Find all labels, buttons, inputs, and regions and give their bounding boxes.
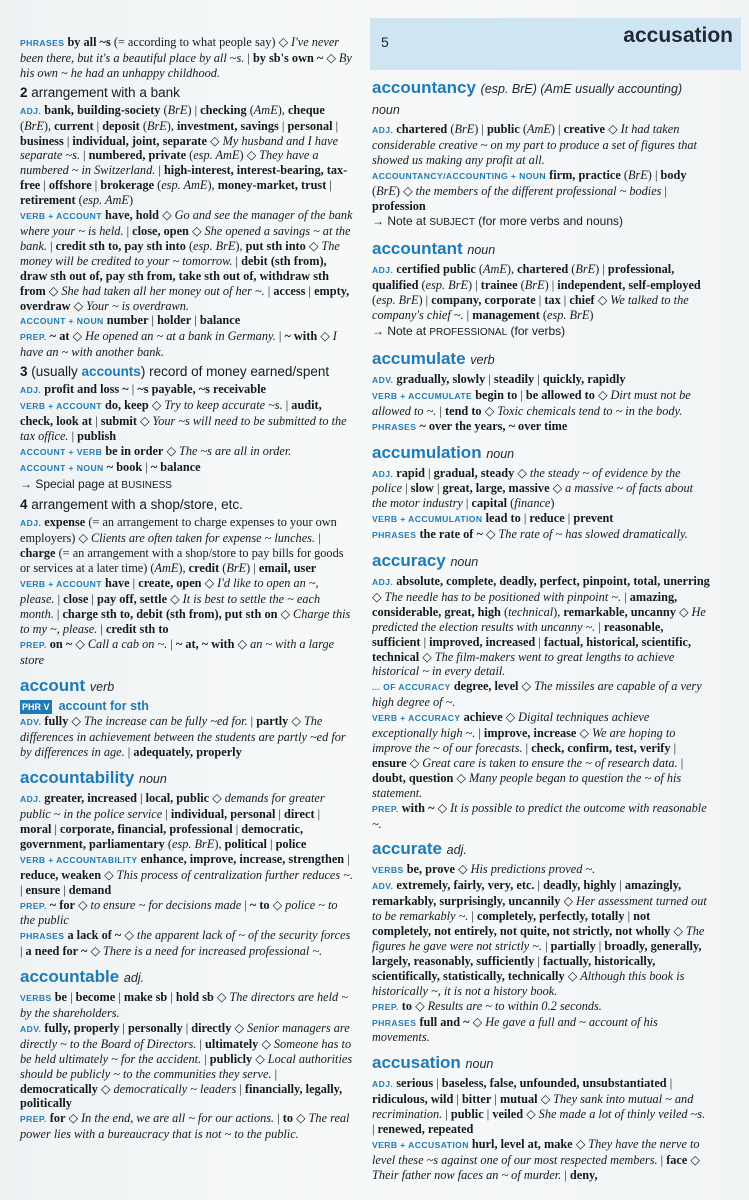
collocation-line: PHRASES by all ~s (= according to what people say) ◇ I've never been there, but it's a beautiful place by all ~s. | by sb's own ~ ◇ By his own ~ he had an unhappy childhood.: [20, 35, 352, 80]
collocation-line: PREP. ~ at ◇ He opened an ~ at a bank in Germany. | ~ with ◇ I have an ~ with another bank.: [20, 329, 337, 360]
collocation-line: ADJ. rapid | gradual, steady ◇ the steady ~ of evidence by the police | slow | great, large, massive ◇ a massive ~ of facts about the motor industry | capital (finance): [372, 465, 694, 511]
collocation-line: ACCOUNT + NOUN number | holder | balance: [20, 313, 241, 328]
headword-text: accountancy: [372, 78, 481, 97]
collocation-line: PHRASES full and ~ ◇ He gave a full and ~ account of his movements.: [372, 1014, 658, 1045]
left-column: [20, 35, 354, 1142]
headword-accountable: [20, 967, 354, 988]
headword-text: accumulate: [372, 348, 471, 368]
sense-heading: 4 arrangement with a shop/store, etc.: [20, 497, 243, 513]
collocation-line: ADJ. greater, increased | local, public ◇ demands for greater public ~ in the police service | individual, personal | direct | moral | corporate, financial, professional | democratic, government, parliamentary (esp. BrE), political | police: [20, 791, 325, 851]
collocation-line: ACCOUNT + VERB be in order ◇ The ~s are all in order.: [20, 443, 292, 458]
headword-text: account: [20, 675, 90, 695]
right-column: [372, 70, 710, 1183]
collocation-line: PREP. to ◇ Results are ~ to within 0.2 seconds.: [372, 998, 602, 1013]
headword-accumulation: [372, 443, 710, 464]
collocation-line: PHRASES the rate of ~ ◇ The rate of ~ has slowed dramatically.: [372, 527, 688, 542]
collocation-line: PREP. with ~ ◇ It is possible to predict the outcome with reasonable ~.: [372, 800, 707, 831]
cross-reference-note: → Note at SUBJECT (for more verbs and nouns): [372, 214, 623, 229]
headword-accountancy: [372, 78, 710, 120]
collocation-line: ADJ. absolute, complete, deadly, perfect, pinpoint, total, unerring ◇ The needle has to be positioned with pinpoint ~. | amazing, considerable, great, high (technical), remarkable, uncanny ◇ He predicted the election results with uncanny ~. | reasonable, sufficient | improved, increased | factual, historical, scientific, technical ◇ The film-makers went to great lengths to achieve historical ~ in every detail.: [372, 574, 710, 679]
collocation-line: ADJ. profit and loss ~ | ~s payable, ~s receivable: [20, 382, 267, 397]
collocation-line: VERBS be, prove ◇ His predictions proved ~.: [372, 862, 596, 877]
collocation-line: ADV. gradually, slowly | steadily | quickly, rapidly: [372, 371, 626, 386]
collocation-line: ADJ. bank, building-society (BrE) | checking (AmE), cheque (BrE), current | deposit (BrE), investment, savings | personal | business | individual, joint, separate ◇ My husband and I have separate ~s. | numbered, private (esp. AmE) ◇ They have a numbered ~ in Switzerland. | high-interest, interest-bearing, tax-free | offshore | brokerage (esp. AmE), money-market, trust | retirement (esp. AmE): [20, 102, 348, 208]
page-number: 5: [381, 34, 389, 50]
headword-text: accountable: [20, 967, 124, 987]
headword-accurate: [372, 839, 710, 860]
headword-text: accountant: [372, 239, 468, 259]
part-of-speech: noun: [139, 772, 167, 787]
collocation-line: VERB + ACCOUNT do, keep ◇ Try to keep accurate ~s. | audit, check, look at | submit ◇ Your ~s will need to be submitted to the tax office. | publish: [20, 398, 347, 443]
collocation-line: VERB + ACCOUNT have | create, open ◇ I'd like to open an ~, please. | close | pay off, settle ◇ It is best to settle the ~ each month. | charge sth to, debit (sth from), put sth on ◇ Charge this to my ~, please. | credit sth to: [20, 576, 351, 636]
headword-text: accumulation: [372, 442, 487, 462]
collocation-line: ACCOUNT + NOUN ~ book | ~ balance: [20, 459, 201, 474]
headword-accountability: [20, 768, 354, 789]
collocation-line: PHRASES a lack of ~ ◇ the apparent lack of ~ of the security forces | a need for ~ ◇ There is a need for increased professional ~.: [20, 928, 351, 959]
part-of-speech: noun: [467, 243, 496, 258]
headword-text: accusation: [372, 1053, 466, 1073]
headword-accumulate: [372, 349, 710, 370]
collocation-line: ADJ. expense (= an arrangement to charge expenses to your own employers) ◇ Clients are often taken for expense ~ lunches. | charge (= an arrangement with a shop/store to pay bills for goods or services at a later time) (AmE), credit (BrE) | email, user: [20, 515, 344, 576]
sense-heading: 2 arrangement with a bank: [20, 84, 180, 100]
collocation-line: PHRASES ~ over the years, ~ over time: [372, 418, 568, 433]
collocation-line: VERB + ACCOUNTABILITY enhance, improve, increase, strengthen | reduce, weaken ◇ This process of centralization further reduces ~. | ensure | demand: [20, 851, 353, 897]
headword-accusation: [372, 1053, 710, 1074]
part-of-speech: adj.: [123, 971, 145, 986]
headword-accuracy: [372, 551, 710, 572]
collocation-line: PREP. ~ for ◇ to ensure ~ for decisions made | ~ to ◇ police ~ to the public: [20, 897, 338, 928]
headword-accountant: [372, 239, 710, 260]
collocation-line: VERB + ACCUMULATION lead to | reduce | prevent: [372, 511, 614, 526]
cross-reference-note: → Note at PROFESSIONAL (for verbs): [372, 323, 566, 338]
cross-reference-note: → Special page at BUSINESS: [20, 476, 172, 491]
collocation-line: ACCOUNTANCY/ACCOUNTING + NOUN firm, practice (BrE) | body (BrE) ◇ the members of the different professional ~ bodies | profession: [372, 167, 687, 213]
collocation-line: VERBS be | become | make sb | hold sb ◇ The directors are held ~ by the shareholders.: [20, 990, 348, 1021]
collocation-line: ADJ. serious | baseless, false, unfounded, unsubstantiated | ridiculous, wild | bitter | mutual ◇ They sank into mutual ~ and recrimination. | public | veiled ◇ She made a lot of thinly veiled ~s. | renewed, repeated: [372, 1076, 706, 1137]
collocation-line: ADJ. chartered (BrE) | public (AmE) | creative ◇ It had taken considerable creative ~ on my part to produce a set of figures that showed us making any profit at all.: [372, 122, 697, 167]
phrasal-verb-heading: PHR V account for sth: [22, 698, 149, 713]
running-headword: accusation: [623, 24, 733, 47]
part-of-speech: noun: [450, 555, 479, 570]
collocation-line: ... OF ACCURACY degree, level ◇ The missiles are capable of a very high degree of ~.: [372, 679, 702, 710]
collocation-line: VERB + ACCUSATION hurl, level at, make ◇ They have the nerve to level these ~s against one of our most respected members. | face ◇ Their father now faces an ~ of murder. | deny,: [372, 1136, 700, 1182]
part-of-speech: (esp. BrE) (AmE usually accounting) noun: [372, 82, 683, 117]
collocation-line: ADV. extremely, fairly, very, etc. | deadly, highly | amazingly, remarkably, surprisingly, uncannily ◇ Her assessment turned out to be remarkably ~. | completely, perfectly, totally | not completely, not entirely, not quite, not strictly, not wholly ◇ The figures he gave were not strictly ~. | partially | broadly, generally, largely, reasonably, sufficiently | factually, historically, scientifically, statistically, technically ◇ Although this book is historically ~, it is not a history book.: [372, 878, 707, 998]
part-of-speech: noun: [465, 1057, 494, 1072]
headword-text: accountability: [20, 768, 140, 788]
part-of-speech: adj.: [446, 843, 467, 858]
headword-text: accurate: [372, 839, 447, 859]
collocation-line: ADJ. certified public (AmE), chartered (BrE) | professional, qualified (esp. BrE) | trainee (BrE) | independent, self-employed (esp. BrE) | company, corporate | tax | chief ◇ We talked to the company's chief ~. | management (esp. BrE): [372, 262, 701, 323]
headword-text: accuracy: [372, 551, 451, 571]
collocation-line: VERB + ACCUMULATE begin to | be allowed to ◇ Dirt must not be allowed to ~. | tend to ◇ Toxic chemicals tend to ~ in the body.: [372, 387, 691, 418]
part-of-speech: verb: [470, 352, 495, 367]
collocation-line: ADV. fully ◇ The increase can be fully ~ed for. | partly ◇ The differences in achievement between the students are partly ~ed for by differences in age. | adequately, properly: [20, 714, 346, 760]
collocation-line: VERB + ACCURACY achieve ◇ Digital techniques achieve exceptionally high ~. | improve, increase ◇ We are hoping to improve the ~ of our forecasts. | check, confirm, test, verify | ensure ◇ Great care is taken to ensure the ~ of research data. | doubt, question ◇ Many people began to question the ~ of his statement.: [372, 710, 684, 800]
collocation-line: ADV. fully, properly | personally | directly ◇ Senior managers are directly ~ to the Board of Directors. | ultimately ◇ Someone has to be held ultimately ~ for the accident. | publicly ◇ Local authorities should be publicly ~ to the communities they serve. | democratically ◇ democratically ~ leaders | financially, legally, politically: [20, 1020, 353, 1111]
collocation-line: PREP. for ◇ In the end, we are all ~ for our actions. | to ◇ The real power lies with a bureaucracy that is not ~ to the public.: [20, 1111, 350, 1142]
sense-heading: 3 (usually accounts) record of money earned/spent: [20, 364, 330, 380]
part-of-speech: noun: [486, 446, 515, 461]
headword-account: [20, 676, 354, 697]
part-of-speech: verb: [89, 679, 115, 694]
collocation-line: VERB + ACCOUNT have, hold ◇ Go and see the manager of the bank where your ~ is held. | close, open ◇ She opened a savings ~ at the bank. | credit sth to, pay sth into (esp. BrE), put sth into ◇ The money will be credited to your ~ tomorrow. | debit (sth from), draw sth out of, pay sth from, take sth out of, withdraw sth from ◇ She had taken all her money out of her ~. | access | empty, overdraw ◇ Your ~ is overdrawn.: [20, 208, 353, 313]
collocation-line: PREP. on ~ ◇ Call a cab on ~. | ~ at, ~ with ◇ an ~ with a large store: [20, 636, 335, 667]
